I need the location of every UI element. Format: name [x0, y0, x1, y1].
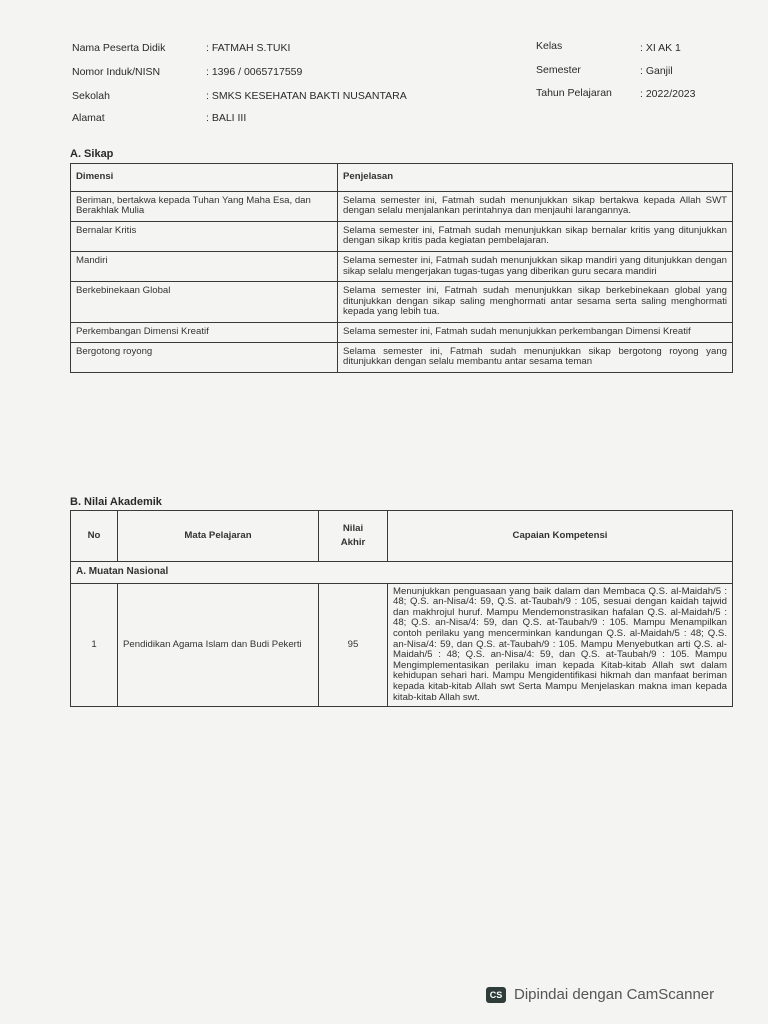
dimensi-cell: Bergotong royong: [71, 342, 338, 372]
nilai-table: [70, 510, 733, 707]
table-row: [71, 322, 733, 342]
camscanner-icon: CS: [486, 987, 506, 1003]
info-label: Nama Peserta Didik: [72, 42, 166, 54]
dimensi-cell: Beriman, bertakwa kepada Tuhan Yang Maha Esa, dan Berakhlak Mulia: [71, 191, 338, 221]
student-name: : FATMAH S.TUKI: [206, 42, 291, 54]
penjelasan-cell: Selama semester ini, Fatmah sudah menunjukkan sikap bergotong royong yang ditunjukkan dengan selalu membantu antar sesama teman: [338, 342, 733, 372]
watermark-text: Dipindai dengan CamScanner: [514, 986, 715, 1003]
penjelasan-cell: Selama semester ini, Fatmah sudah menunjukkan perkembangan Dimensi Kreatif: [338, 322, 733, 342]
table-row: [71, 251, 733, 281]
row-capaian: Menunjukkan penguasaan yang baik dalam dan Membaca Q.S. al-Maidah/5 : 48; Q.S. an-Nisa/4: 59, Q.S. at-Taubah/9 : 105, sesuai dengan kaidah tajwid dan makhrojul huruf. Mampu Mendemonstrasikan hafalan Q.S. al-Maidah/5 : 48; Q.S. an-Nisa/4: 59, dan Q.S. at-Taubah/9 : 105. Mampu Menampilkan contoh perilaku yang mencerminkan kandungan Q.S. al-Maidah/5 : 48; Q.S. an-Nisa/4: 59, dan Q.S. at-Taubah/9 : 105. Mampu Menyebutkan arti Q.S. al-Maidah/5 : 48; Q.S. an-Nisa/4: 59, dan Q.S. at-Taubah/9 : 105. Mampu Mengimplementasikan perilaku iman kepada Kitab-kitab Allah swt dalam kehidupan sehari hari. Mampu Mengidentifikasi hikmah dan manfaat beriman kepada kitab-kitab Allah swt Serta Mampu Menjelaskan makna iman kepada kitab-kitab Allah swt.: [388, 583, 733, 707]
dimensi-cell: Bernalar Kritis: [71, 221, 338, 251]
penjelasan-cell: Selama semester ini, Fatmah sudah menunjukkan sikap mandiri yang ditunjukkan dengan sikap selalu mengerjakan tugas-tugas yang diberikan guru secara mandiri: [338, 251, 733, 281]
header-nilai-akhir: [319, 511, 388, 562]
penjelasan-cell: Selama semester ini, Fatmah sudah menunjukkan sikap berkebinekaan global yang ditunjukkan dengan sikap saling menghormati antar sesama serta saling menghormati kepada yang lebih tua.: [338, 282, 733, 323]
class-value: : XI AK 1: [640, 42, 681, 54]
dimensi-cell: Perkembangan Dimensi Kreatif: [71, 322, 338, 342]
row-mata-pelajaran: Pendidikan Agama Islam dan Budi Pekerti: [118, 583, 319, 707]
group-row: [71, 562, 733, 584]
header-no: No: [71, 511, 118, 562]
sikap-table: [70, 163, 733, 373]
penjelasan-cell: Selama semester ini, Fatmah sudah menunjukkan sikap bernalar kritis yang ditunjukkan dengan sikap kritis pada kegiatan pembelajaran.: [338, 221, 733, 251]
student-info-left: [72, 42, 452, 132]
school-year-value: : 2022/2023: [640, 88, 696, 100]
penjelasan-cell: Selama semester ini, Fatmah sudah menunjukkan sikap bertakwa kepada Allah SWT dengan selalu menjalankan perintahnya dan menjauhi larangannya.: [338, 191, 733, 221]
dimensi-cell: Mandiri: [71, 251, 338, 281]
group-muatan-nasional: A. Muatan Nasional: [71, 562, 733, 584]
row-no: 1: [71, 583, 118, 707]
semester-value: : Ganjil: [640, 65, 673, 77]
info-label: Semester: [536, 64, 581, 76]
student-nisn: : 1396 / 0065717559: [206, 66, 303, 78]
header-nilai-line2: Akhir: [340, 536, 366, 548]
info-label: Alamat: [72, 112, 105, 124]
header-capaian: Capaian Kompetensi: [388, 511, 733, 562]
header-penjelasan: Penjelasan: [338, 164, 733, 192]
student-info-right: [536, 40, 756, 110]
table-row: [71, 191, 733, 221]
header-nilai-line1: Nilai: [342, 522, 364, 534]
address: : BALI III: [206, 112, 247, 124]
school-name: : SMKS KESEHATAN BAKTI NUSANTARA: [206, 90, 407, 102]
info-label: Kelas: [536, 40, 563, 52]
header-mata-pelajaran: Mata Pelajaran: [118, 511, 319, 562]
info-label: Nomor Induk/NISN: [72, 66, 161, 78]
header-dimensi: Dimensi: [71, 164, 338, 192]
section-nilai-title: B. Nilai Akademik: [70, 496, 162, 508]
row-nilai: 95: [319, 583, 388, 707]
info-label: Tahun Pelajaran: [536, 87, 612, 99]
table-row: [71, 583, 733, 707]
table-row: [71, 221, 733, 251]
table-header-row: [71, 164, 733, 192]
info-label: Sekolah: [72, 90, 110, 102]
dimensi-cell: Berkebinekaan Global: [71, 282, 338, 323]
camscanner-watermark: [486, 986, 714, 1003]
section-sikap-title: A. Sikap: [70, 148, 114, 160]
table-row: [71, 342, 733, 372]
table-header-row: [71, 511, 733, 562]
table-row: [71, 282, 733, 323]
